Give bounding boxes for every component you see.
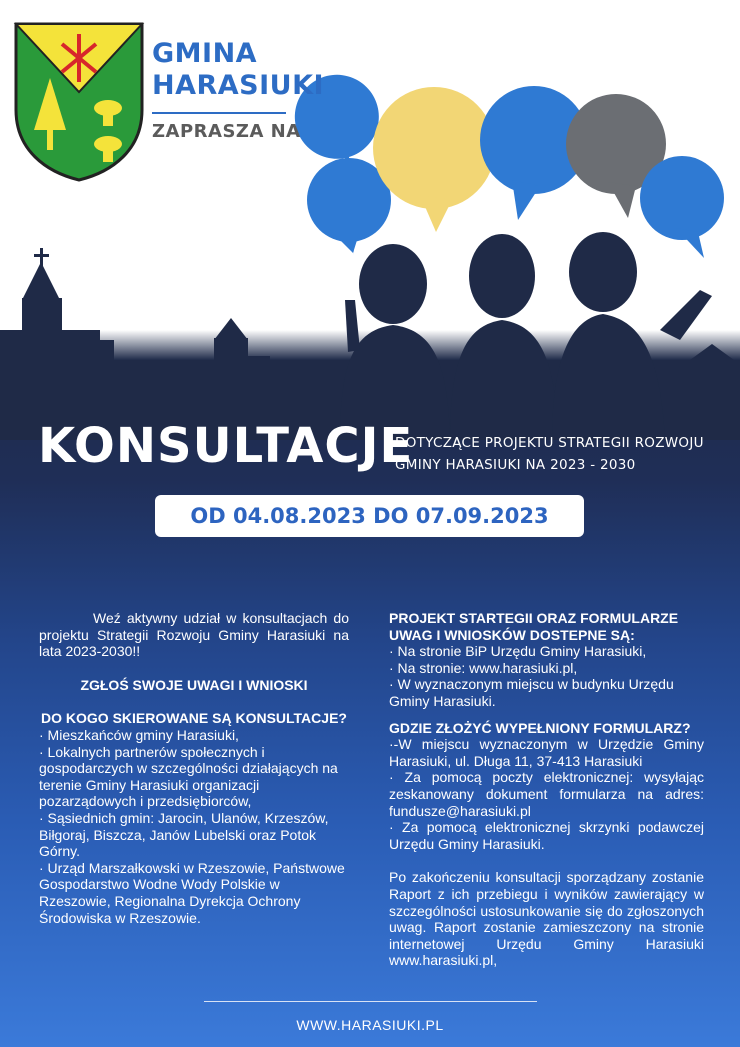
list-item: · W wyznaczonym miejscu w budynku Urzędu Gminy Harasiuki. <box>389 676 674 709</box>
list-item: · Za pomocą elektronicznej skrzynki podawczej Urzędu Gminy Harasiuki. <box>389 819 704 852</box>
subhead-line-2: GMINY HARASIUKI NA 2023 - 2030 <box>395 457 636 473</box>
list-item: · Za pomocą poczty elektronicznej: wysyłając zeskanowany dokument formularza na adres: fundusze@harasiuki.pl <box>389 769 704 819</box>
brand-line-2: HARASIUKI <box>152 70 325 101</box>
audience-heading: DO KOGO SKIEROWANE SĄ KONSULTACJE? <box>41 710 347 727</box>
coat-of-arms-icon <box>12 20 146 184</box>
list-item: · Na stronie BiP Urzędu Gminy Harasiuki, <box>389 643 647 660</box>
closing-paragraph: Po zakończeniu konsultacji sporządzany zostanie Raport z ich przebiegu i wyników zawierający w szczególności ustosunkowanie się do zgłoszonych uwag. Raport zostanie zamieszczony na stronie internetowej Urzędu Gminy Harasiuki www.harasiuki.pl, <box>389 869 704 969</box>
left-column <box>39 610 349 926</box>
footer-divider <box>204 1001 537 1002</box>
submission-heading: GDZIE ZŁOŻYĆ WYPEŁNIONY FORMULARZ? <box>389 719 691 736</box>
brand-line-1: GMINA <box>152 38 258 69</box>
list-item: · Urząd Marszałkowski w Rzeszowie, Państwowe Gospodarstwo Wodne Wody Polskie w Rzeszowie, Regionalna Dyrekcja Ochrony Środowiska w Rzeszowie. <box>39 859 345 926</box>
speech-bubble-icon <box>373 87 495 232</box>
list-item: · Sąsiednich gmin: Jarocin, Ulanów, Krzeszów, Biłgoraj, Biszcza, Janów Lubelski oraz Potok Górny. <box>39 809 329 860</box>
municipality-name <box>152 38 324 102</box>
call-to-action: ZGŁOŚ SWOJE UWAGI I WNIOSKI <box>80 676 308 693</box>
page-title: KONSULTACJE <box>38 418 414 474</box>
documents-heading: PROJEKT STARTEGII ORAZ FORMULARZE UWAG I WNIOSKÓW DOSTEPNE SĄ: <box>389 610 679 643</box>
people-silhouette <box>340 232 712 440</box>
list-item: · Lokalnych partnerów społecznych i gospodarczych w szczególności działających na terenie Gminy Harasiuki organizacji pozarządowych i przedsiębiorców, <box>39 743 338 810</box>
invite-text: ZAPRASZA NA <box>152 121 301 142</box>
speech-bubble-icon <box>640 156 724 258</box>
date-range-badge: OD 04.08.2023 DO 07.09.2023 <box>155 495 584 537</box>
list-item: · Na stronie: www.harasiuki.pl, <box>389 659 578 676</box>
right-column <box>389 610 704 969</box>
website-link[interactable]: WWW.HARASIUKI.PL <box>296 1017 444 1033</box>
subhead-line-1: DOTYCZĄCE PROJEKTU STRATEGII ROZWOJU <box>395 435 704 451</box>
intro-paragraph: Weź aktywny udział w konsultacjach do projektu Strategii Rozwoju Gminy Harasiuki na lata 2023-2030!! <box>39 610 349 660</box>
list-item: · Mieszkańców gminy Harasiuki, <box>39 726 239 743</box>
list-item: ·-W miejscu wyznaczonym w Urzędzie Gminy Harasiuki, ul. Długa 11, 37-413 Harasiuki <box>389 736 704 769</box>
subheadline <box>395 432 704 476</box>
brand-divider <box>152 112 286 114</box>
